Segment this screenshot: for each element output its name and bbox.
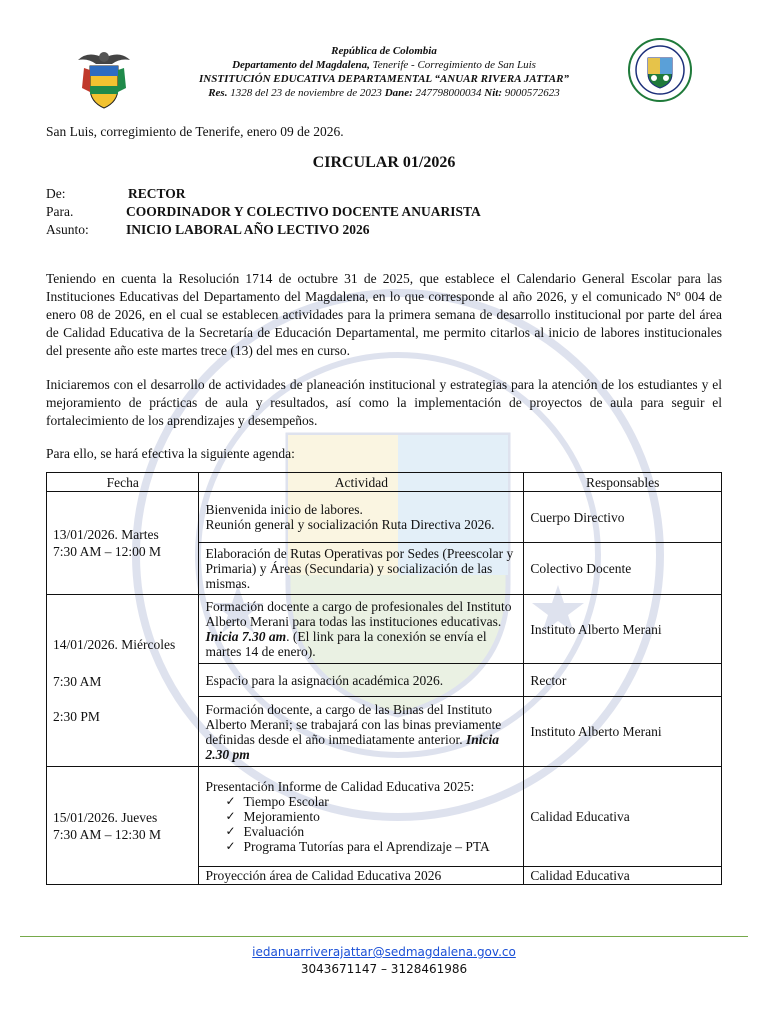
date-line: San Luis, corregimiento de Tenerife, enero 09 de 2026. (46, 124, 344, 139)
meta-from-value: RECTOR (128, 186, 186, 201)
activity-text: . (El link para la conexión se envía el martes 14 de enero). (205, 629, 487, 659)
responsible-cell: Calidad Educativa (524, 767, 722, 867)
letterhead (160, 44, 608, 100)
letterhead-country: República de Colombia (331, 45, 437, 57)
activity-text: Bienvenida inicio de labores. (205, 502, 363, 517)
activity-cell (199, 492, 524, 543)
day2-time-morning: 7:30 AM (53, 674, 102, 689)
res-value: 1328 del 23 de noviembre de 2023 (227, 87, 385, 99)
activity-text: Formación docente a cargo de profesionales del Instituto Alberto Merani para todas las instituciones educativas. (205, 599, 512, 629)
footer (0, 944, 768, 978)
responsible-cell: Cuerpo Directivo (524, 492, 722, 543)
list-item: ✓ Programa Tutorías para el Aprendizaje – PTA (225, 839, 517, 854)
activity-cell: Elaboración de Rutas Operativas por Sedes (Preescolar y Primaria) y Áreas (Secundaria) y socialización de las mismas. (199, 543, 524, 595)
meta-subject-value: INICIO LABORAL AÑO LECTIVO 2026 (126, 222, 370, 237)
header-fecha: Fecha (47, 473, 199, 492)
responsible-cell: Instituto Alberto Merani (524, 697, 722, 767)
list-item: ✓ Evaluación (225, 824, 517, 839)
day2-date: 14/01/2026. Miércoles (53, 637, 176, 652)
meta-from-label: De: (46, 186, 66, 201)
circular-title: CIRCULAR 01/2026 (312, 154, 456, 171)
activity-cell: Espacio para la asignación académica 2026. (199, 664, 524, 697)
meta-from (46, 186, 186, 202)
res-label: Res. (208, 87, 228, 99)
letterhead-institution: INSTITUCIÓN EDUCATIVA DEPARTAMENTAL “ANUAR RIVERA JATTAR” (199, 73, 569, 85)
header-actividad: Actividad (199, 473, 524, 492)
meta-to (46, 204, 481, 220)
letterhead-town: Tenerife - Corregimiento de San Luis (369, 59, 536, 71)
day3-date: 15/01/2026. Jueves (53, 809, 158, 825)
letterhead-registration (160, 86, 608, 100)
date-cell-day1 (47, 492, 199, 595)
footer-email-link[interactable]: iedanuarriverajattar@sedmagdalena.gov.co (252, 945, 516, 959)
table-row (47, 767, 722, 867)
meta-to-label: Para. (46, 204, 74, 219)
day2-time-afternoon: 2:30 PM (53, 709, 100, 724)
day3-time: 7:30 AM – 12:30 M (53, 826, 162, 842)
responsible-cell: Rector (524, 664, 722, 697)
header-responsables: Responsables (524, 473, 722, 492)
letterhead-location (160, 58, 608, 72)
day1-date: 13/01/2026. Martes (53, 527, 159, 542)
table-row (47, 492, 722, 543)
agenda-table (46, 472, 722, 885)
meta-to-value: COORDINADOR Y COLECTIVO DOCENTE ANUARISTA (126, 204, 481, 219)
table-row (47, 595, 722, 664)
footer-phones: 3043671147 – 3128461986 (300, 962, 468, 976)
date-cell-day3 (47, 767, 199, 885)
activity-text: Reunión general y socialización Ruta Directiva 2026. (205, 517, 495, 532)
table-header-row (47, 473, 722, 492)
responsible-cell: Instituto Alberto Merani (524, 595, 722, 664)
colombia-coat-of-arms-icon (74, 48, 134, 112)
nit-label: Nit: (484, 87, 503, 99)
activity-cell (199, 767, 524, 867)
footer-divider (20, 936, 748, 937)
day1-time: 7:30 AM – 12:00 M (53, 544, 162, 559)
paragraph-activities: Iniciaremos con el desarrollo de actividades de planeación institucional y estrategias para la atención de los estudiantes y el mejoramiento de prácticas de aula y resultados, así como la implementación de proyectos de aula para seguir el fortalecimiento de los aprendizajes y desempeños. (46, 377, 722, 428)
activity-cell: Proyección área de Calidad Educativa 2026 (199, 867, 524, 885)
activity-cell (199, 697, 524, 767)
letterhead-department: Departamento del Magdalena, (232, 59, 370, 71)
list-item: ✓ Mejoramiento (225, 809, 517, 824)
paragraph-intro: Teniendo en cuenta la Resolución 1714 de octubre 31 de 2025, que establece el Calendario General Escolar para las Instituciones Educativas del Departamento del Magdalena, en lo que corresponde al año 2026, y el comunicado Nº 004 de enero 08 de 2026, en el cual se establecen actividades para la primera semana de desarrollo institucional por parte del área de Calidad Educativa de la Secretaría de Educación Departamental, me permito citarlos al inicio de labores institucionales del presente año este martes trece (13) del mes en curso. (46, 271, 722, 358)
nit-value: 9000572623 (502, 87, 560, 99)
paragraph-agenda-lead: Para ello, se hará efectiva la siguiente agenda: (46, 446, 295, 461)
list-item: ✓ Tiempo Escolar (225, 794, 517, 809)
report-topics-list (205, 794, 517, 854)
institution-seal-icon (628, 38, 692, 102)
activity-text: Formación docente, a cargo de las Binas del Instituto Alberto Merani; se trabajará con las binas previamente definidas desde el año inmediatamente anterior. (205, 701, 502, 747)
meta-subject-label: Asunto: (46, 222, 89, 237)
meta-subject (46, 222, 370, 238)
activity-text: Presentación Informe de Calidad Educativa 2025: (205, 779, 475, 794)
responsible-cell: Colectivo Docente (524, 543, 722, 595)
activity-cell (199, 595, 524, 664)
activity-start-time: Inicia 2.30 pm (205, 731, 499, 762)
responsible-cell: Calidad Educativa (524, 867, 722, 885)
date-cell-day2 (47, 595, 199, 767)
dane-value: 247798000034 (412, 87, 485, 99)
activity-start-time: Inicia 7.30 am (205, 629, 287, 644)
dane-label: Dane: (384, 87, 413, 99)
